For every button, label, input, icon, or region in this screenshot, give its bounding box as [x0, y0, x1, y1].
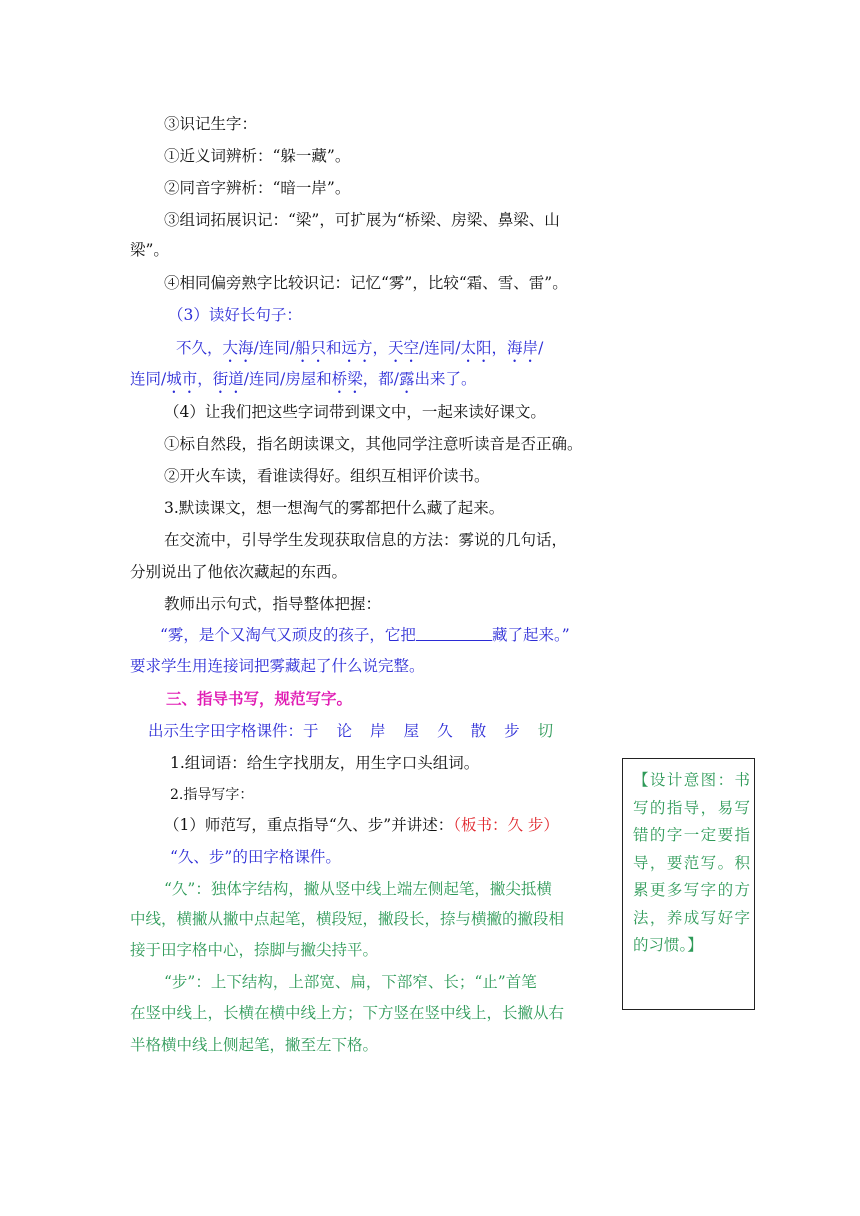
- text-line: 要求学生用连接词把雾藏起了什么说完整。: [130, 657, 425, 675]
- sentence-segment: 出来了。: [414, 370, 477, 388]
- text-segment: （1）师范写，重点指导“久、步”并讲述：: [164, 816, 454, 834]
- dotted-word: 街道: [212, 370, 244, 388]
- sentence-segment: /连同/: [253, 339, 295, 357]
- text-line: “久、步”的田字格课件。: [170, 848, 341, 866]
- text-line: 分别说出了他依次藏起的东西。: [130, 563, 348, 581]
- long-sentence-line: [176, 337, 616, 366]
- text-line: 3.默读课文，想一想淘气的雾都把什么藏了起来。: [164, 499, 505, 517]
- text-line: ③识记生字：: [164, 115, 258, 133]
- sentence-segment: ，: [491, 339, 508, 357]
- text-line: 半格横中线上侧起笔，撇至左下格。: [130, 1036, 379, 1054]
- long-sentence-line: [130, 368, 612, 397]
- chars-intro: 出示生字田字格课件：: [148, 722, 304, 740]
- sentence-segment: 不久，: [176, 339, 223, 357]
- sentence-pattern: [160, 624, 616, 646]
- board-writing: （板书：久 步）: [453, 816, 559, 834]
- dotted-word: 城市: [166, 370, 198, 388]
- dotted-word: 大海: [222, 339, 254, 357]
- sentence-segment: ，: [197, 370, 213, 388]
- dotted-word: 天空: [388, 339, 420, 357]
- text-line: ①近义词辨析：“躲一藏”。: [164, 147, 351, 165]
- sentence-segment: /: [538, 339, 544, 357]
- sentence-segment: 藏了起来。”: [491, 626, 570, 644]
- dotted-word: 露: [398, 370, 415, 388]
- dotted-word: 桥梁: [331, 370, 363, 388]
- text-line: ③组词拓展识记：“梁”，可扩展为“桥梁、房梁、鼻梁、山: [164, 211, 560, 229]
- section-heading: （3）读好长句子：: [168, 306, 302, 324]
- chars-line: [148, 720, 618, 742]
- sentence-segment: /连同/: [419, 339, 461, 357]
- text-line: ①标自然段，指名朗读课文，其他同学注意听读音是否正确。: [164, 435, 583, 453]
- char-item: 于: [303, 722, 319, 740]
- text-line: （4）让我们把这些字词带到课文中，一起来读好课文。: [164, 403, 546, 421]
- char-item: 步: [504, 722, 520, 740]
- text-line: 梁”。: [130, 241, 169, 259]
- dotted-word: 远方: [341, 339, 373, 357]
- text-line: ②同音字辨析：“暗一岸”。: [164, 179, 351, 197]
- text-line: “久”：独体字结构，撇从竖中线上端左侧起笔，撇尖抵横: [164, 880, 552, 898]
- char-item: 久: [437, 722, 453, 740]
- design-intent-note: 【设计意图：书写的指导，易写错的字一定要指导，要范写。积累更多写字的方法，养成写好字的习惯。】: [622, 758, 755, 1010]
- char-item: 散: [470, 722, 487, 740]
- text-line: 在竖中线上，长横在横中线上方；下方竖在竖中线上，长撇从右: [130, 1004, 565, 1022]
- text-line: 中线，横撇从撇中点起笔，横段短，撇段长，捺与横撇的撇段相: [130, 910, 565, 928]
- text-line: 教师出示句式，指导整体把握：: [164, 595, 382, 613]
- sentence-segment: 连同/: [130, 370, 167, 388]
- sentence-segment: “雾，是个又淘气又顽皮的孩子，它把: [160, 626, 416, 644]
- sentence-segment: /连同/房屋和: [243, 370, 332, 388]
- text-line: 2.指导写字：: [170, 787, 254, 803]
- char-item: 屋: [403, 722, 420, 740]
- chars-list: [303, 722, 571, 740]
- text-line: [164, 814, 612, 836]
- char-item: 岸: [370, 722, 386, 740]
- text-line: ④相同偏旁熟字比较识记：记忆“雾”，比较“霜、雪、雷”。: [164, 274, 568, 292]
- text-line: 在交流中，引导学生发现获取信息的方法：雾说的几句话，: [164, 531, 568, 549]
- char-item: 切: [537, 722, 554, 740]
- sentence-segment: ，: [372, 339, 389, 357]
- dotted-word: 太阳: [460, 339, 492, 357]
- text-line: 1.组词语：给生字找朋友，用生字口头组词。: [170, 754, 480, 772]
- text-line: ②开火车读，看谁读得好。组织互相评价读书。: [164, 467, 490, 485]
- char-item: 论: [336, 722, 353, 740]
- text-line: “步”：上下结构，上部宽、扁，下部窄、长；“止”首笔: [164, 973, 537, 991]
- section-heading: 三、指导书写，规范写字。: [166, 689, 353, 708]
- sentence-segment: ，都/: [362, 370, 399, 388]
- dotted-word: 海岸: [507, 339, 539, 357]
- fill-in-blank: [416, 625, 492, 641]
- dotted-word: 船只: [294, 339, 326, 357]
- text-line: 接于田字格中心，捺脚与撇尖持平。: [130, 941, 379, 959]
- sentence-segment: 和: [326, 339, 342, 357]
